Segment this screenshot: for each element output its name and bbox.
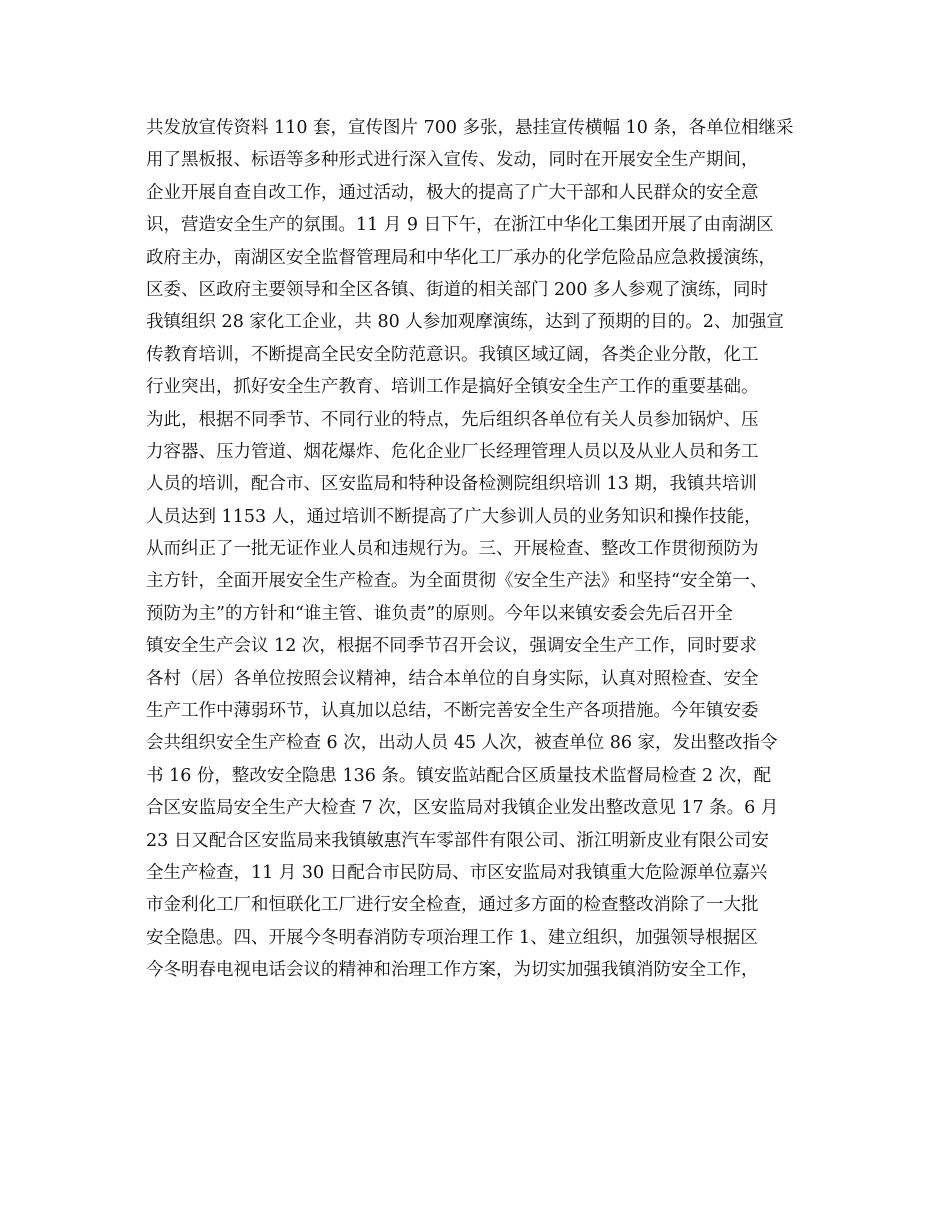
- text-line-13: 人员达到 1153 人，通过培训不断提高了广大参训人员的业务知识和操作技能，: [146, 506, 762, 527]
- text-line-16: 预防为主”的方针和“谁主管、谁负责”的原则。今年以来镇安委会先后召开全: [146, 603, 733, 624]
- text-line-24: 全生产检查，11 月 30 日配合市民防局、市区安监局对我镇重大危险源单位嘉兴: [146, 862, 768, 883]
- text-line-1: 共发放宣传资料 110 套，宣传图片 700 多张，悬挂宣传横幅 10 条，各单位相继采: [146, 118, 794, 138]
- text-line-17: 镇安全生产会议 12 次，根据不同季节召开会议，强调安全生产工作，同时要求: [146, 636, 757, 657]
- text-line-9: 行业突出，抓好安全生产教育、培训工作是搞好全镇安全生产工作的重要基础。: [146, 377, 759, 398]
- text-line-11: 力容器、压力管道、烟花爆炸、危化企业厂长经理管理人员以及从业人员和务工: [146, 441, 759, 462]
- text-line-27: 今冬明春电视电话会议的精神和治理工作方案，为切实加强我镇消防安全工作，: [146, 960, 759, 981]
- text-line-22: 合区安监局安全生产大检查 7 次，区安监局对我镇企业发出整改意见 17 条。6 月: [146, 798, 779, 819]
- text-line-10: 为此，根据不同季节、不同行业的特点，先后组织各单位有关人员参加锅炉、压: [146, 409, 759, 430]
- text-line-7: 我镇组织 28 家化工企业，共 80 人参加观摩演练，达到了预期的目的。2、加强宣: [146, 312, 784, 333]
- text-line-21: 书 16 份，整改安全隐患 136 条。镇安监站配合区质量技术监督局检查 2 次，配: [146, 765, 772, 786]
- text-line-15: 主方针，全面开展安全生产检查。为全面贯彻《安全生产法》和坚持“安全第一、: [146, 571, 768, 592]
- text-line-12: 人员的培训，配合市、区安监局和特种设备检测院组织培训 13 期，我镇共培训: [146, 474, 757, 495]
- text-line-14: 从而纠正了一批无证作业人员和违规行为。三、开展检查、整改工作贯彻预防为: [146, 539, 759, 560]
- text-line-8: 传教育培训，不断提高全民安全防范意识。我镇区域辽阔，各类企业分散，化工: [146, 344, 759, 365]
- text-line-25: 市金利化工厂和恒联化工厂进行安全检查，通过多方面的检查整改消除了一大批: [146, 895, 759, 916]
- text-line-5: 政府主办，南湖区安全监督管理局和中华化工厂承办的化学危险品应急救援演练，: [146, 247, 776, 268]
- text-line-2: 用了黑板报、标语等多种形式进行深入宣传、发动，同时在开展安全生产期间，: [146, 150, 759, 171]
- text-line-23: 23 日又配合区安监局来我镇敏惠汽车零部件有限公司、浙江明新皮业有限公司安: [146, 830, 769, 851]
- text-line-18: 各村（居）各单位按照会议精神，结合本单位的自身实际，认真对照检查、安全: [146, 668, 759, 689]
- text-line-26: 安全隐患。四、开展今冬明春消防专项治理工作 1、建立组织，加强领导根据区: [146, 927, 758, 948]
- text-line-6: 区委、区政府主要领导和全区各镇、街道的相关部门 200 多人参观了演练，同时: [146, 279, 769, 300]
- text-line-3: 企业开展自查自改工作，通过活动，极大的提高了广大干部和人民群众的安全意: [146, 182, 759, 203]
- text-line-19: 生产工作中薄弱环节，认真加以总结，不断完善安全生产各项措施。今年镇安委: [146, 701, 759, 722]
- body-text: [146, 112, 806, 987]
- text-line-20: 会共组织安全生产检查 6 次，出动人员 45 人次，被查单位 86 家，发出整改指令: [146, 733, 778, 754]
- text-line-4: 识，营造安全生产的氛围。11 月 9 日下午，在浙江中华化工集团开展了由南湖区: [146, 215, 774, 236]
